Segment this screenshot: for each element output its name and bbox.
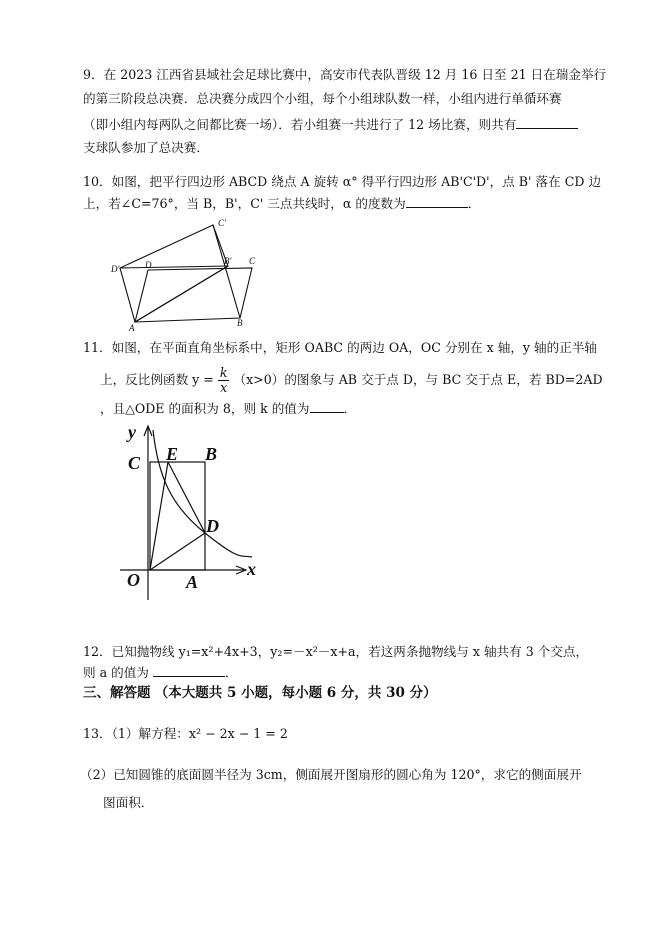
q10-figure-labels [110,218,256,333]
q11-answer-blank[interactable] [310,400,344,413]
label-b: B [237,318,243,328]
q11-line-3 [100,400,356,417]
q11-line-3-text: ，且△ODE 的面积为 8，则 k 的值为 [100,401,310,416]
line-a-b-prime [135,266,228,322]
q11-line-1: 11．如图，在平面直角坐标系中，矩形 OABC 的两边 OA，OC 分别在 x 轴，y 轴的正半轴 [83,340,598,355]
label-c: C [128,453,141,473]
q10-period: ． [467,196,481,211]
section-title: 三、解答题 [83,685,151,701]
q9-line-1: 9．在 2023 江西省县域社会足球比赛中，高安市代表队晋级 12 月 16 日至 21 日在瑞金举行 [83,67,607,82]
q12-line-2 [83,664,238,681]
label-b-prime: B' [224,256,232,266]
q10-line-1: 10．如图，把平行四边形 ABCD 绕点 A 旋转 α° 得平行四边形 AB'C'D'，点 B' 落在 CD 边 [83,174,602,189]
label-e: E [166,444,179,464]
label-d: D [145,260,152,270]
label-a: A [186,572,199,592]
line-o-e [150,462,168,570]
line-o-d [150,533,205,570]
q13-part-2-line-1: （2）已知圆锥的底面圆半径为 3cm，侧面展开图扇形的圆心角为 120°，求它的侧面展开 [80,767,582,782]
q12-line-1: 12．已知抛物线 y₁=x²+4x+3，y₂=－x²－x+a，若这两条抛物线与 x 轴共有 3 个交点， [83,644,589,659]
fraction-denominator: x [220,380,228,395]
label-o: O [127,570,140,590]
q10-figure [120,225,252,322]
label-x: x [247,559,256,579]
q9-line-3-text: （即小组内每两队之间都比赛一场）．若小组赛一共进行了 12 场比赛，则共有 [83,117,517,132]
q10-line-2-text: 上，若∠C=76°，当 B，B'，C' 三点共线时，α 的度数为 [83,196,406,211]
q11-line-2-text-b: （x>0）的图象与 AB 交于点 D，与 BC 交于点 E，若 BD=2AD [233,372,603,387]
q9-line-2: 的第三阶段总决赛．总决赛分成四个小组，每个小组球队数一样，小组内进行单循环赛 [83,91,562,106]
q13-part-2-line-2: 图面积． [103,795,154,810]
line-d-prime-b-prime [120,266,228,268]
section-note: （本大题共 5 小题，每小题 6 分，共 30 分） [154,685,437,701]
q11-period: ． [343,401,357,416]
q9-line-4: 支球队参加了总决赛． [83,140,209,155]
q13-part-1: 13．（1）解方程：x² − 2x − 1 = 2 [83,726,288,741]
q11-line-2 [100,366,603,395]
label-c-prime: C' [218,218,226,228]
label-d-prime: D' [111,264,120,274]
section-3-heading [83,685,437,701]
line-b-c-prime [213,225,240,318]
label-y: y [128,422,136,442]
label-c: C [249,256,256,266]
label-a: A [129,323,135,333]
q12-line-2-text: 则 a 的值为 [83,665,149,680]
q11-line-2-text-a: 上，反比例函数 y = [100,372,214,387]
parallelogram-ab-c-d [120,225,228,322]
label-b: B [205,444,218,464]
fraction-numerator: k [219,365,228,380]
label-d: D [206,516,219,536]
q12-answer-blank[interactable] [153,664,225,677]
q12-period: ． [224,665,238,680]
parallelogram-abcd [135,268,252,322]
fraction-k-over-x [218,366,230,395]
